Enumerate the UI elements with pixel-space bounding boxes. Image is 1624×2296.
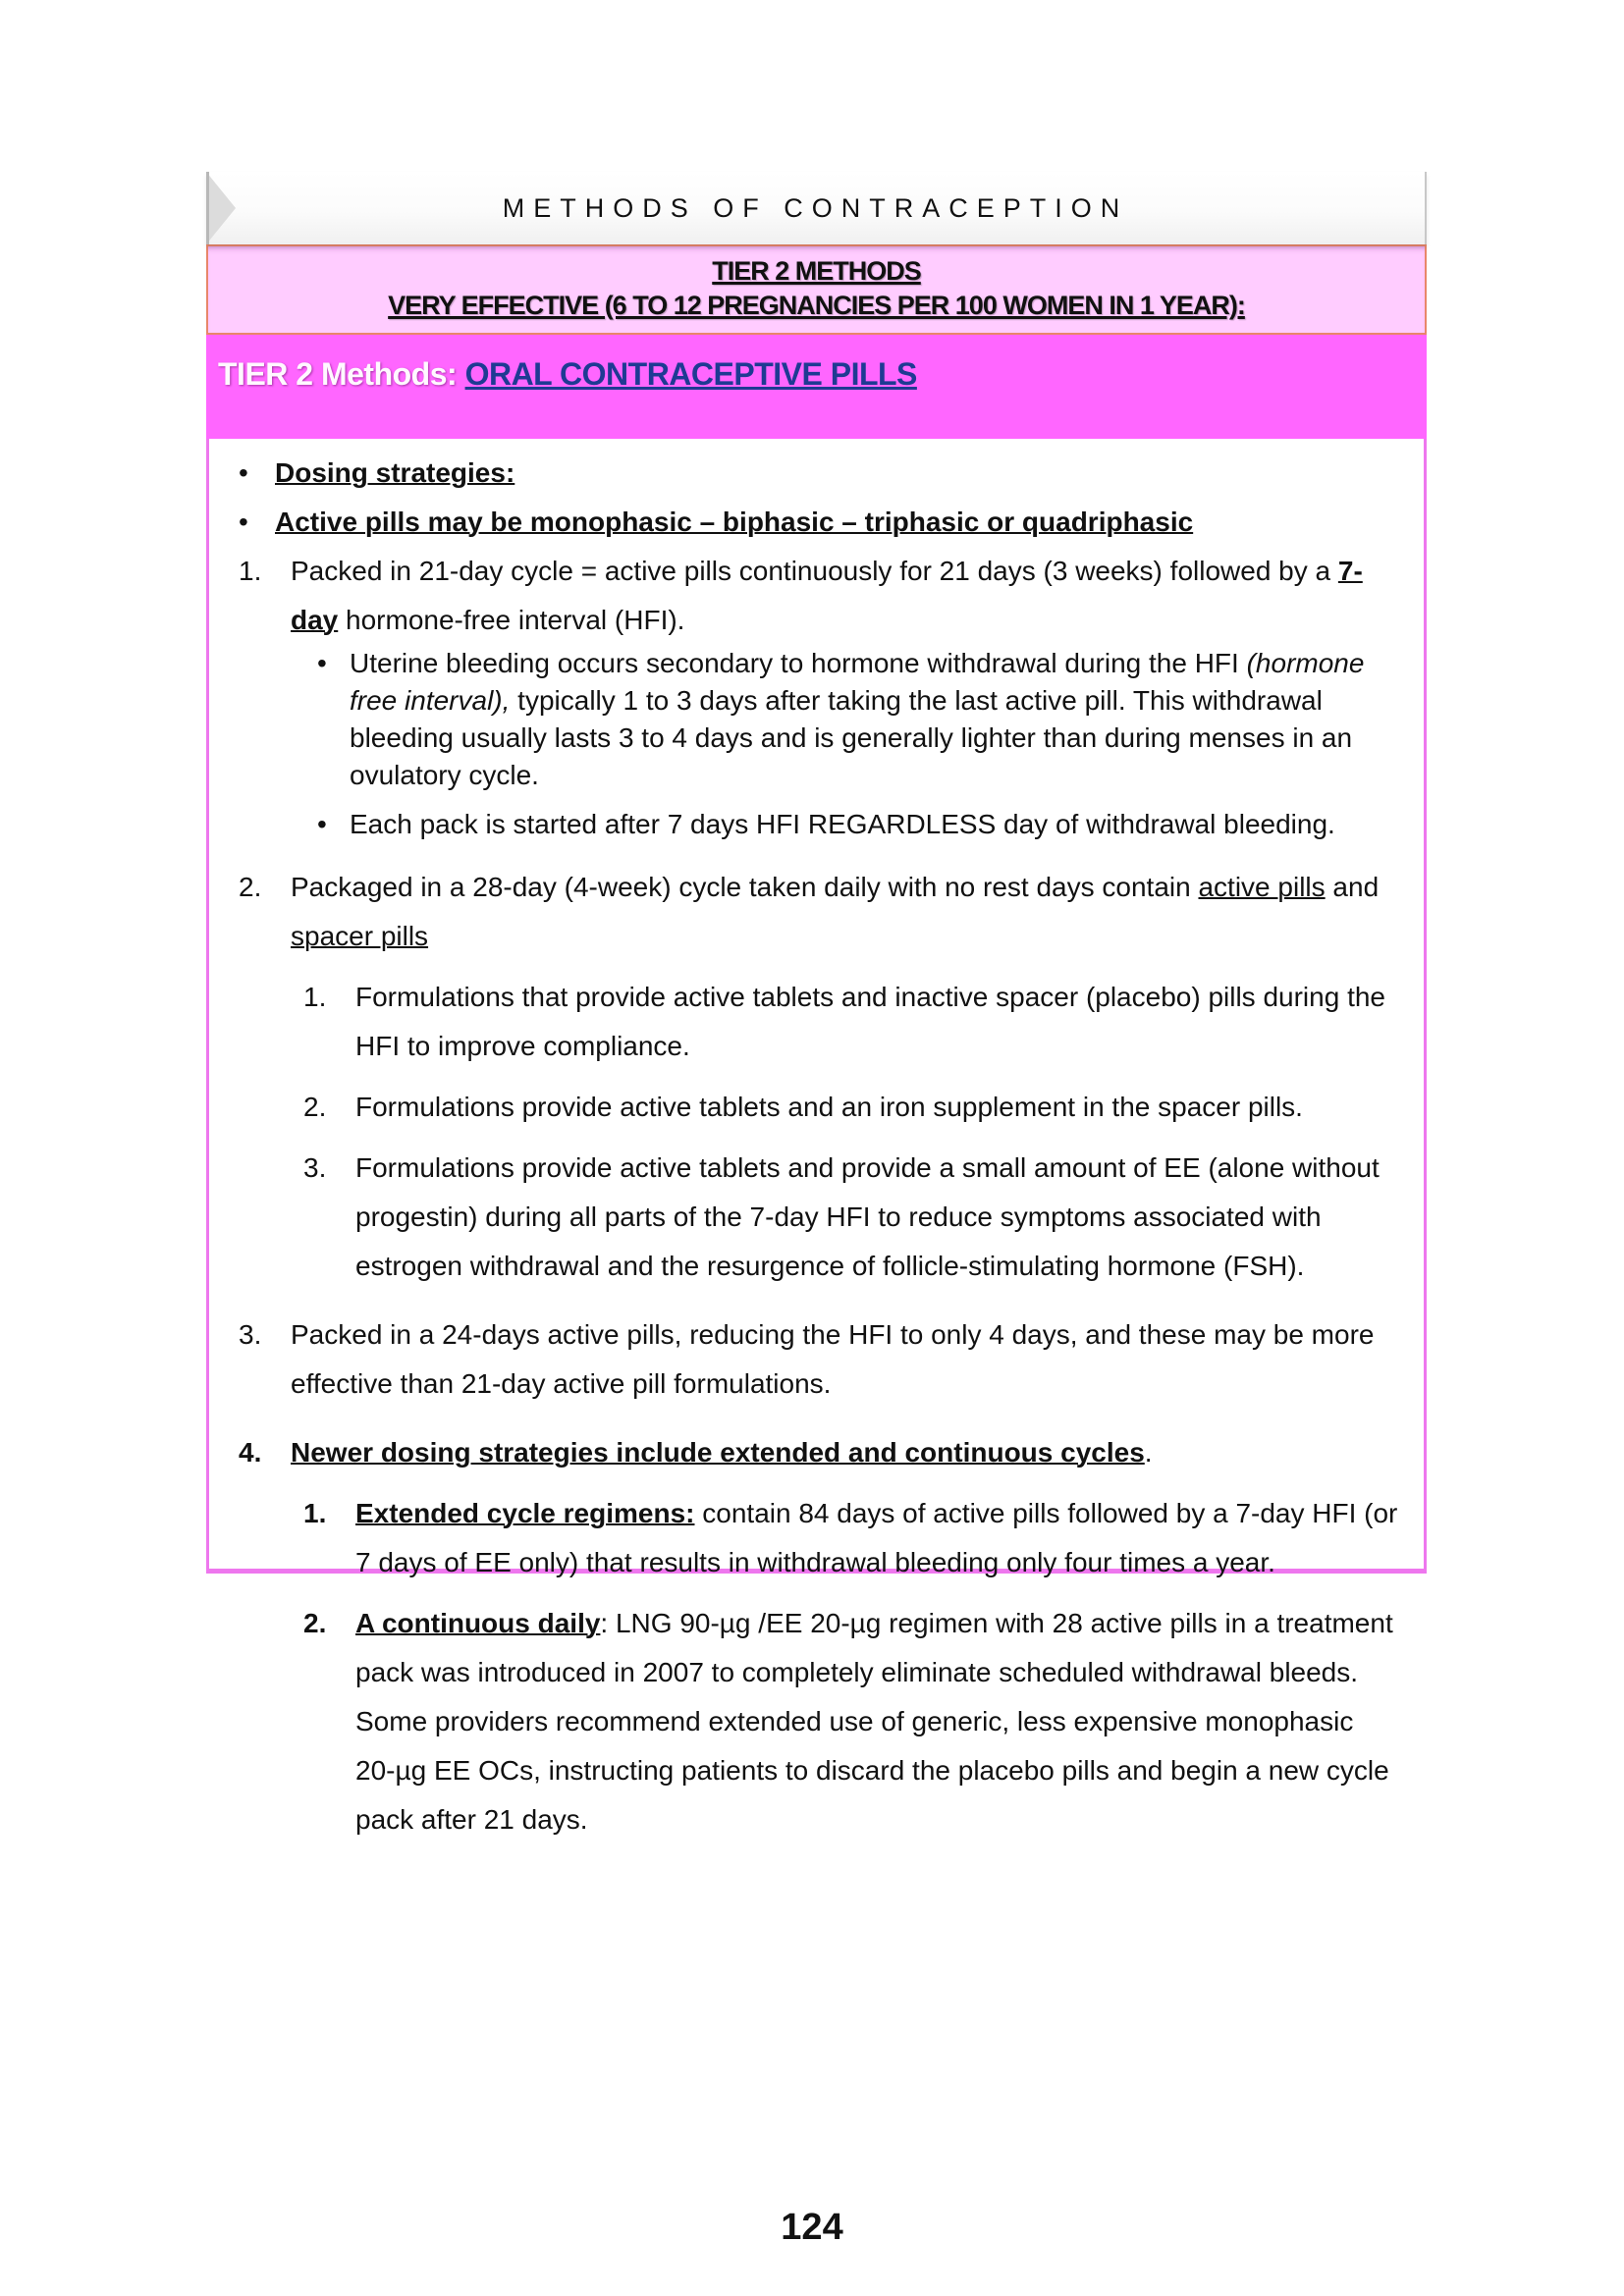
list-item [227, 1310, 1400, 1409]
list-marker: 1. [303, 1498, 327, 1528]
text-run: . [1144, 1437, 1153, 1468]
list-item [227, 1144, 1400, 1291]
term-label: Extended cycle regimens: [355, 1498, 695, 1528]
list-item [227, 1083, 1400, 1132]
underlined-run: active pills [1198, 872, 1326, 902]
list-marker: 1. [303, 982, 327, 1012]
list-marker: 2. [303, 1092, 327, 1122]
list-item [227, 547, 1400, 645]
bullet-icon: • [239, 457, 248, 488]
section-heading: Newer dosing strategies include extended and continuous cycles [291, 1437, 1145, 1468]
list-item [227, 449, 1400, 498]
list-item [227, 645, 1400, 794]
list-marker: 3. [239, 1319, 262, 1350]
list-marker: 2. [239, 872, 262, 902]
text-run: : LNG 90-µg /EE 20-µg regimen with 28 active pills in a treatment pack was introduced in 2007 to completely eliminate scheduled withdrawal bleeds. Some providers recommend extended use of generic, less expensive monophasic 20-µg EE OCs, instructing patients to discard the placebo pills and begin a new cycle pack after 21 days. [355, 1608, 1393, 1835]
list-text [291, 547, 1400, 645]
tier-heading: TIER 2 METHODS [712, 256, 921, 286]
bullet-icon: • [317, 648, 327, 678]
method-prefix: TIER 2 Methods: [218, 356, 465, 392]
bevel-decoration [206, 172, 236, 244]
list-text: Formulations provide active tablets and an iron supplement in the spacer pills. [355, 1092, 1303, 1122]
list-text: Formulations provide active tablets and provide a small amount of EE (alone without progestin) during all parts of the 7-day HFI to reduce symptoms associated with estrogen withdrawal and the resurgence of follicle-stimulating hormone (FSH). [355, 1152, 1380, 1281]
list-text [291, 863, 1400, 961]
text-run: Packaged in a 28-day (4-week) cycle taken daily with no rest days contain [291, 872, 1199, 902]
emphasis: 7-day [291, 556, 1363, 635]
list-text: Formulations that provide active tablets and inactive spacer (placebo) pills during the HFI to improve compliance. [355, 982, 1386, 1061]
bullet-icon: • [239, 507, 248, 537]
term-label: A continuous daily [355, 1608, 601, 1638]
list-item [227, 1428, 1400, 1477]
list-text [350, 645, 1400, 794]
list-marker: 1. [239, 556, 262, 586]
tier-band [206, 244, 1427, 335]
text-run: and [1325, 872, 1380, 902]
list-text [355, 1599, 1400, 1844]
text-run: contain 84 days of active pills followed by a 7-day HFI (or 7 days of EE only) that results in withdrawal bleeding only four times a year. [355, 1498, 1398, 1577]
bevel-edge [206, 172, 209, 244]
page-number: 124 [781, 2207, 843, 2248]
text-run: hormone-free interval (HFI). [338, 605, 685, 635]
list-marker: 3. [303, 1152, 327, 1183]
bullet-text: Dosing strategies: [275, 457, 515, 488]
list-item [227, 498, 1400, 547]
bullet-icon: • [317, 809, 327, 839]
list-marker: 4. [239, 1437, 262, 1468]
content-frame [206, 172, 1427, 1835]
tier-effectiveness: VERY EFFECTIVE (6 TO 12 PREGNANCIES PER 100 WOMEN IN 1 YEAR): [388, 291, 1245, 320]
method-band [206, 335, 1427, 439]
list-text [355, 1489, 1400, 1587]
content-body [206, 439, 1427, 1835]
underlined-run: spacer pills [291, 921, 429, 951]
list-item [227, 1599, 1400, 1844]
page-title: METHODS OF CONTRACEPTION [502, 193, 1129, 223]
text-run: Packed in 21-day cycle = active pills continuously for 21 days (3 weeks) followed by a [291, 556, 1338, 586]
list-text: Packed in a 24-days active pills, reducing the HFI to only 4 days, and these may be more effective than 21-day active pill formulations. [291, 1319, 1375, 1399]
list-text: Each pack is started after 7 days HFI REGARDLESS day of withdrawal bleeding. [350, 809, 1335, 839]
list-marker: 2. [303, 1608, 327, 1638]
title-band [206, 172, 1427, 244]
method-link[interactable]: ORAL CONTRACEPTIVE PILLS [464, 356, 917, 392]
text-run: typically 1 to 3 days after taking the last active pill. This withdrawal bleeding usually lasts 3 to 4 days and is generally lighter than during menses in an ovulatory cycle. [350, 685, 1353, 790]
list-item [227, 863, 1400, 961]
italic-run: (hormone free interval), [350, 648, 1365, 716]
list-text [291, 1428, 1400, 1477]
list-item [227, 806, 1400, 843]
list-item [227, 973, 1400, 1071]
text-run: Uterine bleeding occurs secondary to hormone withdrawal during the HFI [350, 648, 1247, 678]
bullet-text: Active pills may be monophasic – biphasic – triphasic or quadriphasic [275, 507, 1194, 537]
list-item [227, 1489, 1400, 1587]
